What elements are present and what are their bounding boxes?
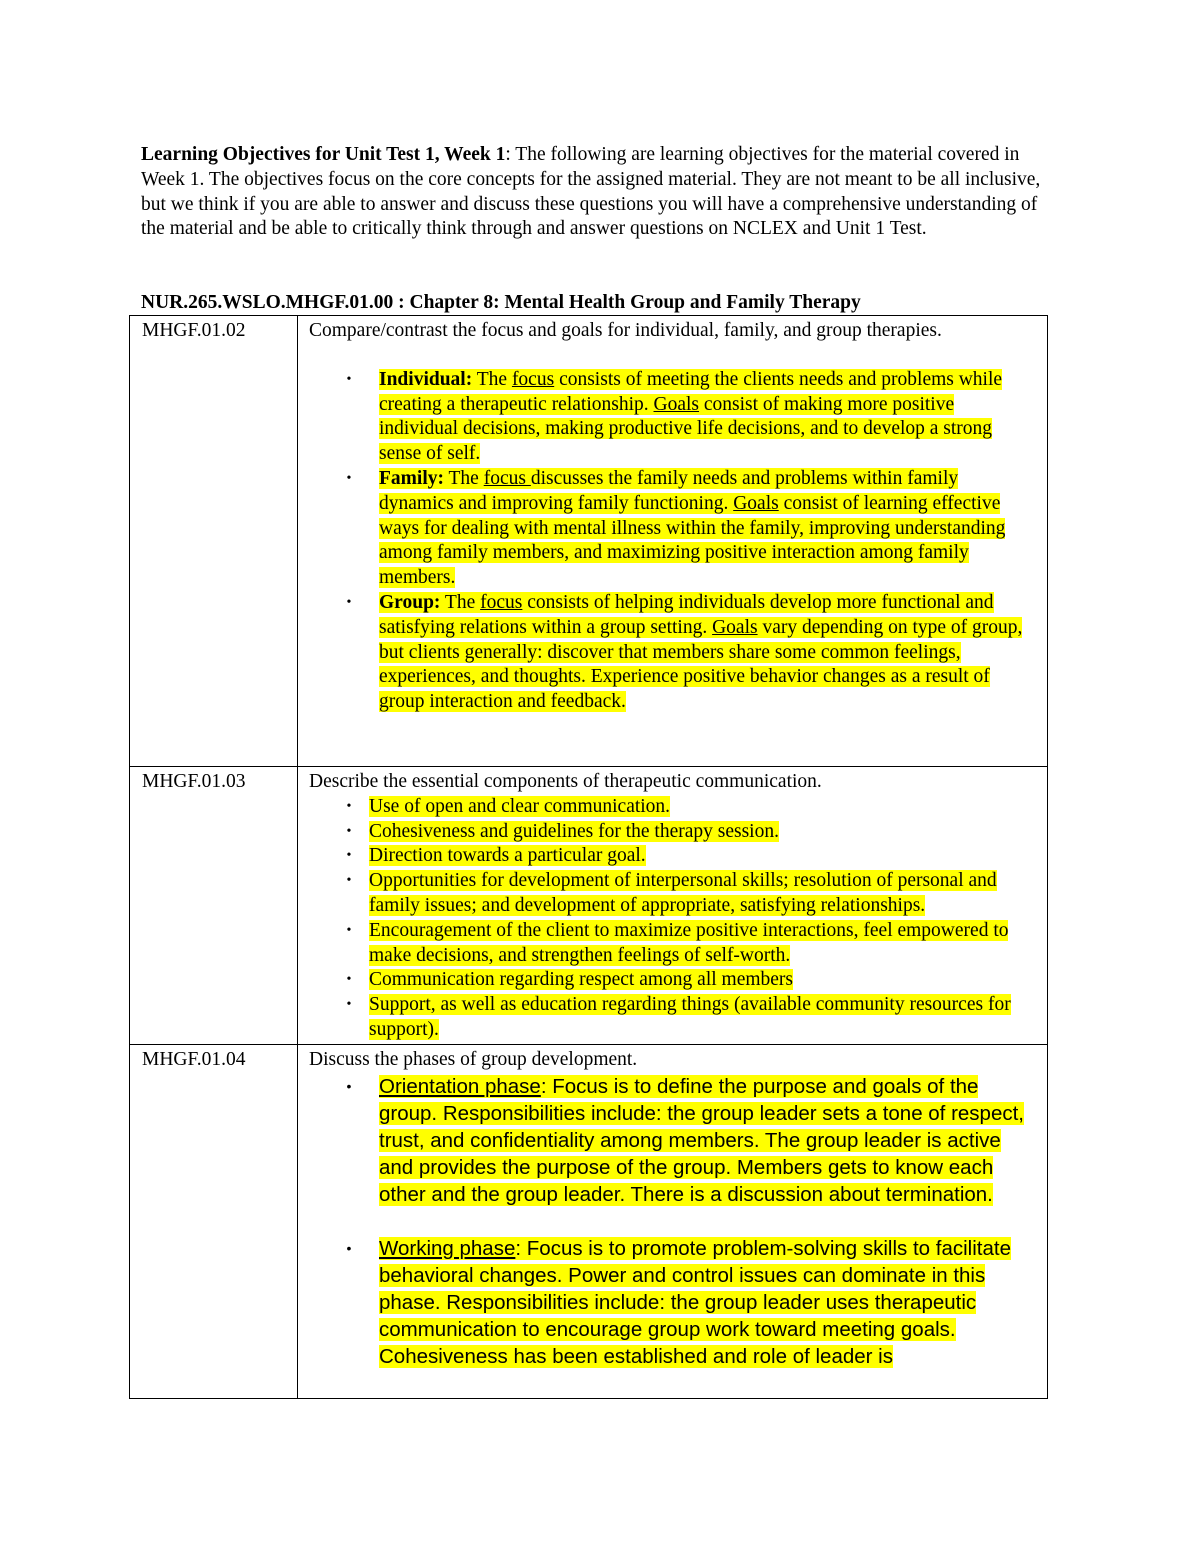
list-item [309,844,1033,869]
bullet-icon: • [346,371,352,387]
bullet-icon: • [346,997,352,1013]
group-phases-list [309,1073,1033,1208]
intro-text: : The following are learning objectives for the material covered in Week 1. The objectives focus on the core concepts for the assigned material. They are not meant to be all inclusive, but we think if you are able to answer and discuss these questions you will have a comprehensive understanding of the material and be able to critically think through and answer questions on NCLEX and Unit 1 Test. [141,144,1041,240]
bullet-icon: • [346,1077,352,1094]
objective-content [298,316,1048,767]
objectives-table [129,315,1048,1399]
bullet-icon: • [346,922,352,938]
phase-name: Orientation phase [379,1074,541,1098]
chapter-title: NUR.265.WSLO.MHGF.01.00 : Chapter 8: Mental Health Group and Family Therapy [141,292,861,313]
highlighted-text: Communication regarding respect among all members [369,969,794,991]
table-row [130,1045,1048,1399]
highlighted-text: Cohesiveness and guidelines for the therapy session. [369,820,779,842]
list-item [309,919,1033,969]
phase-name: Working phase [379,1236,516,1260]
table-row [130,767,1048,1045]
goals-term: Goals [733,492,779,514]
highlighted-text: Orientation phase: Focus is to define the purpose and goals of the group. Responsibilities include: the group leader sets a tone of respect, trust, and confidentiality among members. The group leader is active and provides the purpose of the group. Members gets to know each other and the group leader. There is a discussion about termination. [379,1074,1024,1206]
list-item [309,968,1033,993]
table-row [130,316,1048,767]
group-phases-list-continued [309,1235,1033,1370]
highlighted-text: Group: The focus consists of helping individuals develop more functional and satisfying relations within a group setting. Goals vary depending on type of group, but clients generally: discover that members share some common feelings, experiences, and thoughts. Experience positive behavior changes as a result of group interaction and feedback. [379,591,1023,713]
intro-lead: Learning Objectives for Unit Test 1, Week 1 [141,144,506,165]
focus-term: focus [483,467,531,489]
list-item [309,467,1033,591]
bullet-icon: • [346,1239,352,1256]
highlighted-text: Use of open and clear communication. [369,795,671,817]
bullet-icon: • [346,873,352,889]
list-item [309,993,1033,1043]
goals-term: Goals [712,616,758,638]
highlighted-text: Opportunities for development of interpersonal skills; resolution of personal and family issues; and development of appropriate, satisfying relationships. [369,870,997,916]
list-item [309,1073,1033,1208]
highlighted-text: Family: The focus discusses the family needs and problems within family dynamics and improving family functioning. Goals consist of learning effective ways for dealing with mental illness within the family, improving understanding among family members, and maximizing positive interaction among family members. [379,467,1006,589]
objective-code: MHGF.01.02 [130,316,298,767]
goals-term: Goals [653,393,700,415]
list-item [309,795,1033,820]
highlighted-text: Individual: The focus consists of meeting the clients needs and problems while creating a therapeutic relationship. Goals consist of making more positive individual decisions, making productive life decisions, and to develop a strong sense of self. [379,368,1003,465]
therapy-types-list [309,368,1033,715]
bullet-icon: • [346,848,352,864]
highlighted-text: Encouragement of the client to maximize positive interactions, feel empowered to make decisions, and strengthen feelings of self-worth. [369,919,1009,966]
objective-code: MHGF.01.03 [130,767,298,1045]
list-item [309,1235,1033,1370]
objective-description: Discuss the phases of group development. [309,1049,638,1070]
item-label: Group: [379,591,441,613]
objective-code: MHGF.01.04 [130,1045,298,1399]
focus-term: focus [511,368,555,390]
list-item [309,368,1033,467]
highlighted-text: Direction towards a particular goal. [369,845,646,867]
bullet-icon: • [346,823,352,839]
bullet-icon: • [346,972,352,988]
objective-content [298,1045,1048,1399]
list-item [309,591,1033,715]
bullet-icon: • [346,798,352,814]
communication-components-list [309,795,1033,1043]
highlighted-text: Support, as well as education regarding things (available community resources for support). [369,994,1011,1040]
objective-description: Describe the essential components of therapeutic communication. [309,771,822,792]
list-item [309,869,1033,919]
list-item [309,820,1033,845]
highlighted-text: Working phase: Focus is to promote problem-solving skills to facilitate behavioral changes. Power and control issues can dominate in this phase. Responsibilities include: the group leader uses therapeutic communication to encourage group work toward meeting goals. Cohesiveness has been established and role of leader is [379,1236,1011,1368]
group-phases-block [309,1073,1033,1370]
item-label: Family: [379,467,444,489]
bullet-icon: • [346,594,352,610]
item-label: Individual: [379,368,473,390]
bullet-icon: • [346,470,352,486]
intro-paragraph [141,143,1061,242]
objective-description: Compare/contrast the focus and goals for individual, family, and group therapies. [309,320,942,341]
focus-term: focus [480,591,523,613]
objective-content [298,767,1048,1045]
